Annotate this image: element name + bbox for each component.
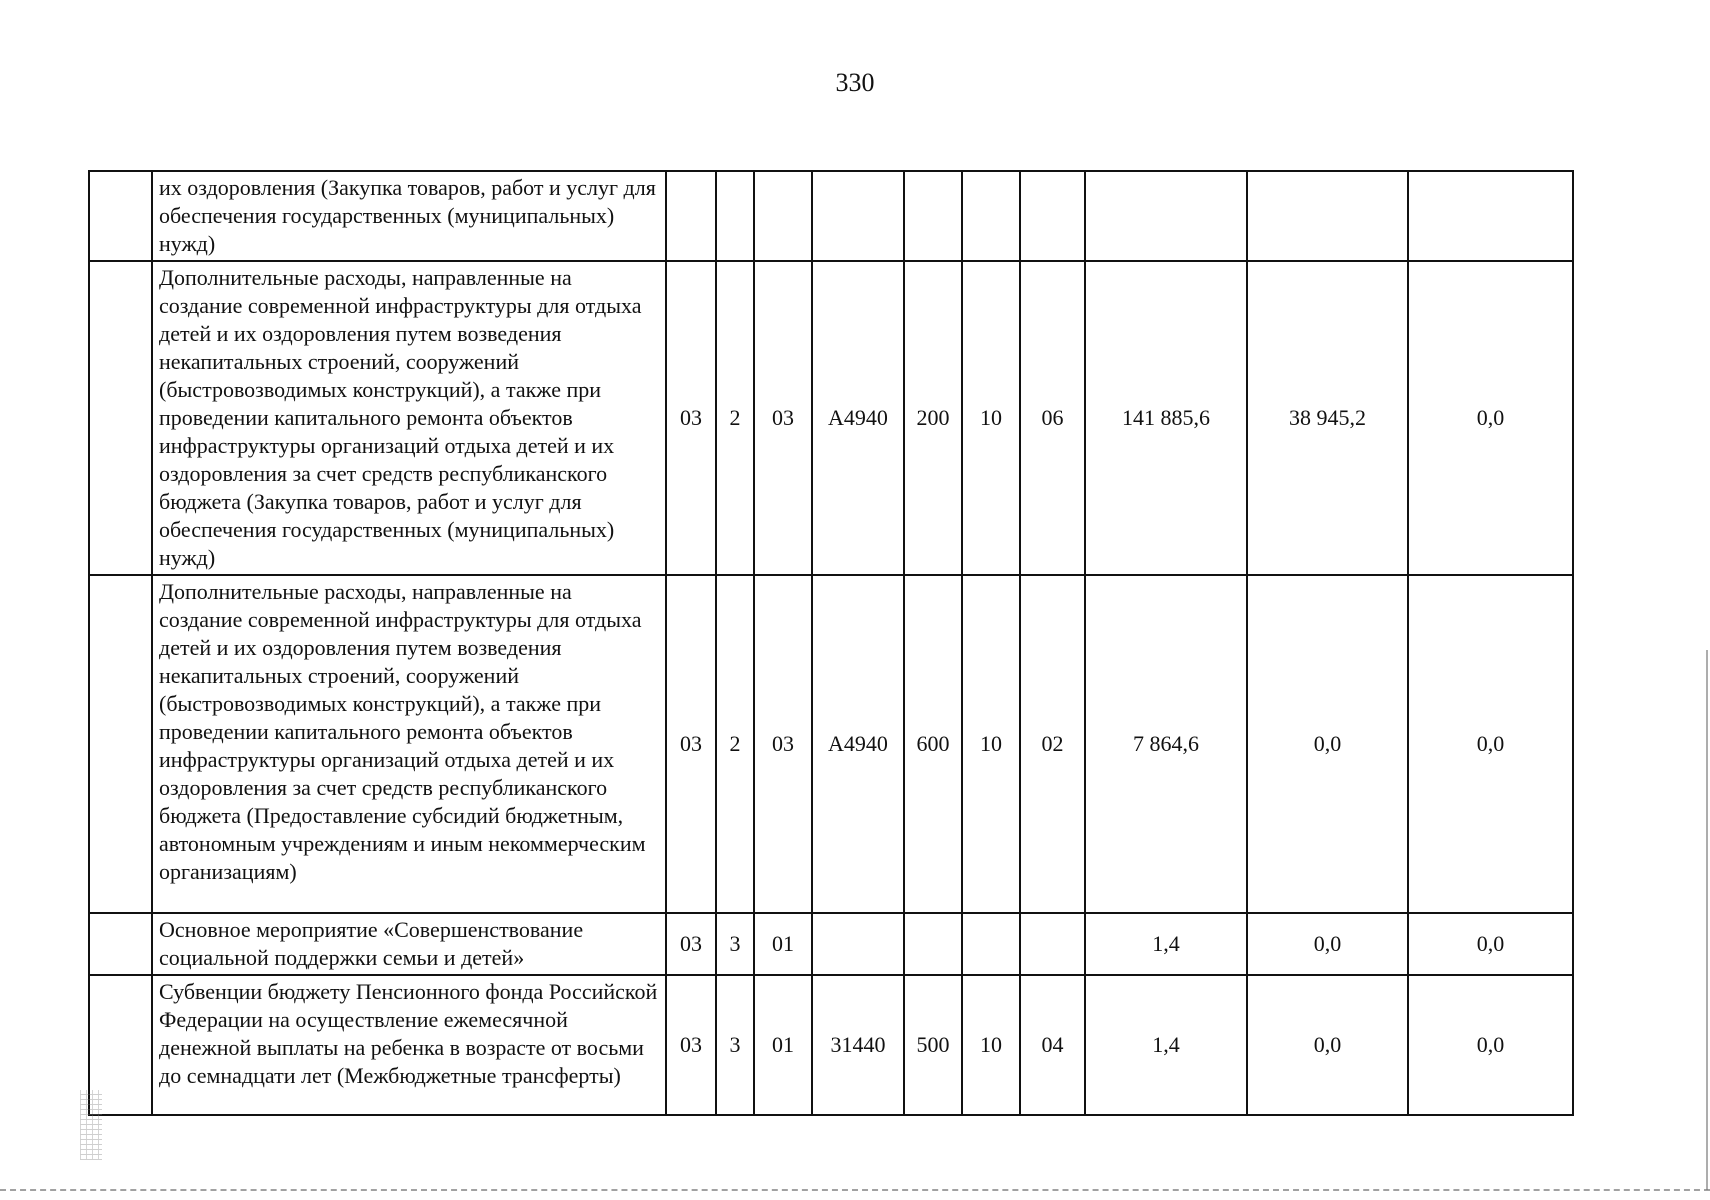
code-cell: А4940 [812,261,904,575]
code-cell: 600 [904,575,962,913]
code-cell: 10 [962,975,1020,1115]
scan-speckle [80,1090,102,1160]
code-cell: 03 [666,913,716,975]
code-cell: 03 [666,975,716,1115]
code-cell: 03 [666,575,716,913]
code-cell: 10 [962,575,1020,913]
code-cell: 10 [962,261,1020,575]
table-row [89,975,1573,1115]
code-cell [812,171,904,261]
description-cell: Дополнительные расходы, направленные на создание современной инфраструктуры для отдыха детей и их оздоровления путем возведения некапитальных строений, сооружений (быстровозводимых конструкций), а также при проведении капитального ремонта объектов инфраструктуры организаций отдыха детей и их оздоровления за счет средств республиканского бюджета (Закупка товаров, работ и услуг для обеспечения государственных (муниципальных) нужд) [152,261,666,575]
code-cell [716,171,754,261]
code-cell: 200 [904,261,962,575]
amount-cell: 0,0 [1408,913,1573,975]
code-cell: 03 [754,261,812,575]
amount-cell: 0,0 [1408,261,1573,575]
scan-bottom-edge [0,1189,1710,1191]
code-cell [904,913,962,975]
code-cell [1020,171,1085,261]
row-index-cell [89,171,152,261]
row-index-cell [89,913,152,975]
amount-cell: 1,4 [1085,913,1247,975]
scan-right-edge [1706,650,1708,1190]
code-cell: 03 [754,575,812,913]
table-row [89,913,1573,975]
code-cell [1020,913,1085,975]
code-cell [812,913,904,975]
code-cell [962,171,1020,261]
code-cell: 03 [666,261,716,575]
amount-cell: 1,4 [1085,975,1247,1115]
description-cell: Дополнительные расходы, направленные на создание современной инфраструктуры для отдыха детей и их оздоровления путем возведения некапитальных строений, сооружений (быстровозводимых конструкций), а также при проведении капитального ремонта объектов инфраструктуры организаций отдыха детей и их оздоровления за счет средств республиканского бюджета (Предоставление субсидий бюджетным, автономным учреждениям и иным некоммерческим организациям) [152,575,666,913]
code-cell [666,171,716,261]
amount-cell: 0,0 [1247,575,1408,913]
code-cell: 3 [716,975,754,1115]
description-cell: их оздоровления (Закупка товаров, работ и услуг для обеспечения государственных (муниципальных) нужд) [152,171,666,261]
amount-cell: 38 945,2 [1247,261,1408,575]
description-cell: Субвенции бюджету Пенсионного фонда Российской Федерации на осуществление ежемесячной денежной выплаты на ребенка в возрасте от восьми до семнадцати лет (Межбюджетные трансферты) [152,975,666,1115]
amount-cell: 0,0 [1247,975,1408,1115]
code-cell: 01 [754,975,812,1115]
code-cell: А4940 [812,575,904,913]
amount-cell: 141 885,6 [1085,261,1247,575]
amount-cell: 0,0 [1408,575,1573,913]
code-cell: 04 [1020,975,1085,1115]
code-cell: 2 [716,261,754,575]
code-cell: 02 [1020,575,1085,913]
code-cell: 500 [904,975,962,1115]
row-index-cell [89,575,152,913]
amount-cell [1408,171,1573,261]
table-row [89,171,1573,261]
code-cell: 06 [1020,261,1085,575]
row-index-cell [89,261,152,575]
page-number: 330 [835,68,875,97]
code-cell: 3 [716,913,754,975]
amount-cell: 0,0 [1408,975,1573,1115]
table-row [89,261,1573,575]
code-cell [962,913,1020,975]
budget-table [88,170,1574,1116]
amount-cell [1247,171,1408,261]
amount-cell [1085,171,1247,261]
code-cell: 01 [754,913,812,975]
code-cell [904,171,962,261]
code-cell [754,171,812,261]
amount-cell: 0,0 [1247,913,1408,975]
code-cell: 2 [716,575,754,913]
code-cell: 31440 [812,975,904,1115]
table-row [89,575,1573,913]
amount-cell: 7 864,6 [1085,575,1247,913]
description-cell: Основное мероприятие «Совершенствование социальной поддержки семьи и детей» [152,913,666,975]
